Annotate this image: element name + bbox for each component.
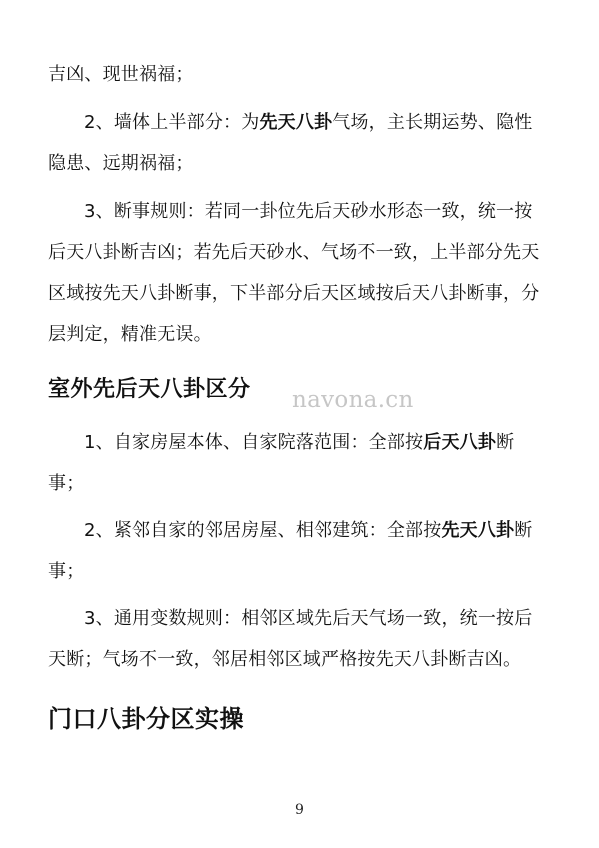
bold-xiantian-bagua: 先天八卦 xyxy=(259,112,333,133)
paragraph-wall-upper xyxy=(84,111,532,135)
outdoor-item2-prefix: 2、紧邻自家的邻居房屋、相邻建筑：全部按 xyxy=(84,520,442,541)
outdoor-item2-line2: 事； xyxy=(48,561,85,582)
section-heading-door: 门口八卦分区实操 xyxy=(48,705,244,733)
paragraph-rules-line4: 层判定，精准无误。 xyxy=(48,324,212,345)
paragraph-wall-upper-prefix: 2、墙体上半部分：为 xyxy=(84,112,260,133)
outdoor-item1-line2: 事； xyxy=(48,473,85,494)
outdoor-item3-line2: 天断；气场不一致，邻居相邻区域严格按先天八卦断吉凶。 xyxy=(48,649,522,670)
outdoor-item2-line1 xyxy=(84,519,532,543)
watermark: navona.cn xyxy=(292,387,414,413)
outdoor-item1-line1 xyxy=(84,431,514,455)
paragraph-continuation: 吉凶、现世祸福； xyxy=(48,64,194,85)
outdoor-item1-suffix: 断 xyxy=(496,432,515,453)
bold-xiantian-bagua-2: 先天八卦 xyxy=(441,520,515,541)
paragraph-wall-upper-suffix: 气场，主长期运势、隐性 xyxy=(332,112,533,133)
outdoor-item1-prefix: 1、自家房屋本体、自家院落范围：全部按 xyxy=(84,432,424,453)
outdoor-item2-suffix: 断 xyxy=(514,520,533,541)
paragraph-rules-line2: 后天八卦断吉凶；若先后天砂水、气场不一致，上半部分先天 xyxy=(48,242,540,263)
section-heading-outdoor: 室外先后天八卦区分 xyxy=(48,377,251,402)
paragraph-rules-line3: 区域按先天八卦断事，下半部分后天区域按后天八卦断事，分 xyxy=(48,283,540,304)
bold-houtian-bagua: 后天八卦 xyxy=(423,432,497,453)
page-number: 9 xyxy=(295,802,304,818)
paragraph-rules-line1: 3、断事规则：若同一卦位先后天砂水形态一致，统一按 xyxy=(84,201,533,222)
paragraph-wall-upper-line2: 隐患、远期祸福； xyxy=(48,153,194,174)
outdoor-item3-line1: 3、通用变数规则：相邻区域先后天气场一致，统一按后 xyxy=(84,608,533,629)
